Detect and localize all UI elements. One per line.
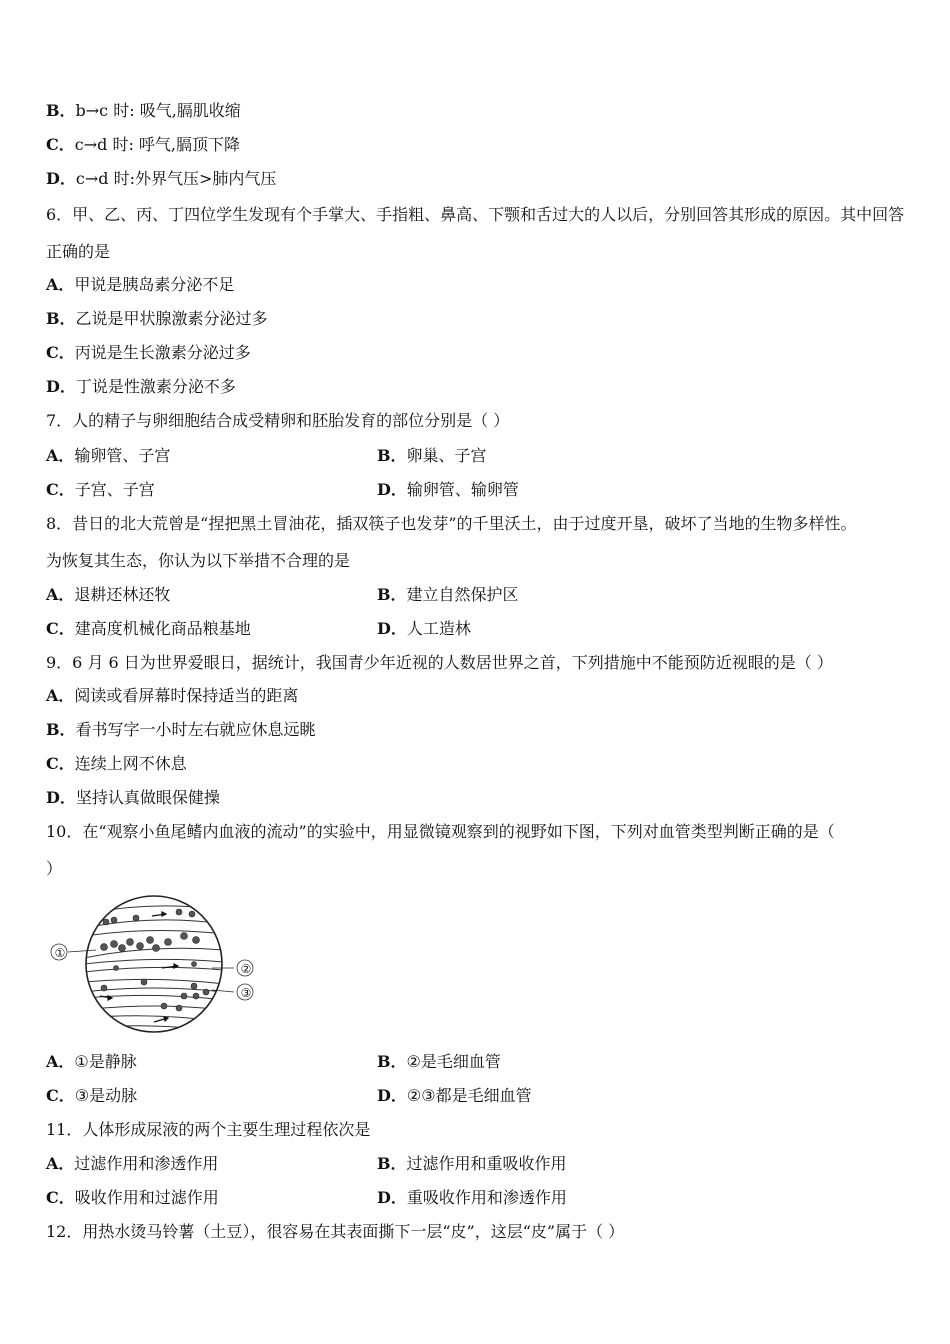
q9-option-b: B．看书写字一小时左右就应休息远眺 xyxy=(46,720,316,739)
q9-stem: 9．6 月 6 日为世界爱眼日，据统计，我国青少年近视的人数居世界之首，下列措施中不能预防近视眼的是（ ） xyxy=(46,653,833,672)
q12-stem: 12．用热水烫马铃薯（土豆），很容易在其表面撕下一层“皮”，这层“皮”属于（ ） xyxy=(46,1222,625,1241)
q6-stem-line2: 正确的是 xyxy=(46,242,111,261)
q9-option-c: C．连续上网不休息 xyxy=(46,754,187,773)
q10-option-a: A．①是静脉 xyxy=(46,1052,137,1071)
q7-option-a: A．输卵管、子宫 xyxy=(46,446,171,465)
q7-option-d: D．输卵管、输卵管 xyxy=(377,480,519,499)
q6-option-c: C．丙说是生长激素分泌过多 xyxy=(46,343,251,362)
q9-option-d: D．坚持认真做眼保健操 xyxy=(46,788,220,807)
q8-option-d: D．人工造林 xyxy=(377,619,471,638)
q10-stem-line2: ） xyxy=(46,859,63,878)
q7-option-c: C．子宫、子宫 xyxy=(46,480,155,499)
q5-option-c: C．c→d 时: 呼气,膈顶下降 xyxy=(46,135,241,154)
figure-label-3: ③ xyxy=(240,986,252,1000)
q7-option-b: B．卵巢、子宫 xyxy=(377,446,487,465)
q6-option-a: A．甲说是胰岛素分泌不足 xyxy=(46,275,235,294)
q10-option-d: D．②③都是毛细血管 xyxy=(377,1086,532,1105)
q5-option-b: B．b→c 时: 吸气,膈肌收缩 xyxy=(46,101,241,120)
q11-stem: 11．人体形成尿液的两个主要生理过程依次是 xyxy=(46,1120,371,1139)
q10-stem-line1: 10．在“观察小鱼尾鳍内血液的流动”的实验中，用显微镜观察到的视野如下图，下列对血管类型判断正确的是（ xyxy=(46,822,835,841)
q8-option-a: A．退耕还林还牧 xyxy=(46,585,171,604)
q11-option-a: A．过滤作用和渗透作用 xyxy=(46,1154,219,1173)
q7-stem: 7．人的精子与卵细胞结合成受精卵和胚胎发育的部位分别是（ ） xyxy=(46,411,510,430)
q8-stem-line2: 为恢复其生态，你认为以下举措不合理的是 xyxy=(46,551,351,570)
q11-option-d: D．重吸收作用和渗透作用 xyxy=(377,1188,567,1207)
q10-option-c: C．③是动脉 xyxy=(46,1086,138,1105)
q6-option-b: B．乙说是甲状腺激素分泌过多 xyxy=(46,309,268,328)
figure-label-2: ② xyxy=(240,962,252,976)
q10-option-b: B．②是毛细血管 xyxy=(377,1052,501,1071)
q11-option-c: C．吸收作用和过滤作用 xyxy=(46,1188,219,1207)
q6-option-d: D．丁说是性激素分泌不多 xyxy=(46,377,236,396)
q9-option-a: A．阅读或看屏幕时保持适当的距离 xyxy=(46,686,299,705)
q5-option-d: D．c→d 时:外界气压>肺内气压 xyxy=(46,169,277,188)
q8-option-b: B．建立自然保护区 xyxy=(377,585,519,604)
q6-stem-line1: 6．甲、乙、丙、丁四位学生发现有个手掌大、手指粗、鼻高、下颚和舌过大的人以后，分别回答其形成的原因。其中回答 xyxy=(46,205,905,224)
figure-label-1: ① xyxy=(54,946,66,960)
q8-option-c: C．建高度机械化商品粮基地 xyxy=(46,619,251,638)
field-of-view-circle xyxy=(86,896,222,1032)
q8-stem-line1: 8．昔日的北大荒曾是“捏把黑土冒油花，插双筷子也发芽”的千里沃土，由于过度开垦，破坏了当地的生物多样性。 xyxy=(46,514,857,533)
q11-option-b: B．过滤作用和重吸收作用 xyxy=(377,1154,567,1173)
